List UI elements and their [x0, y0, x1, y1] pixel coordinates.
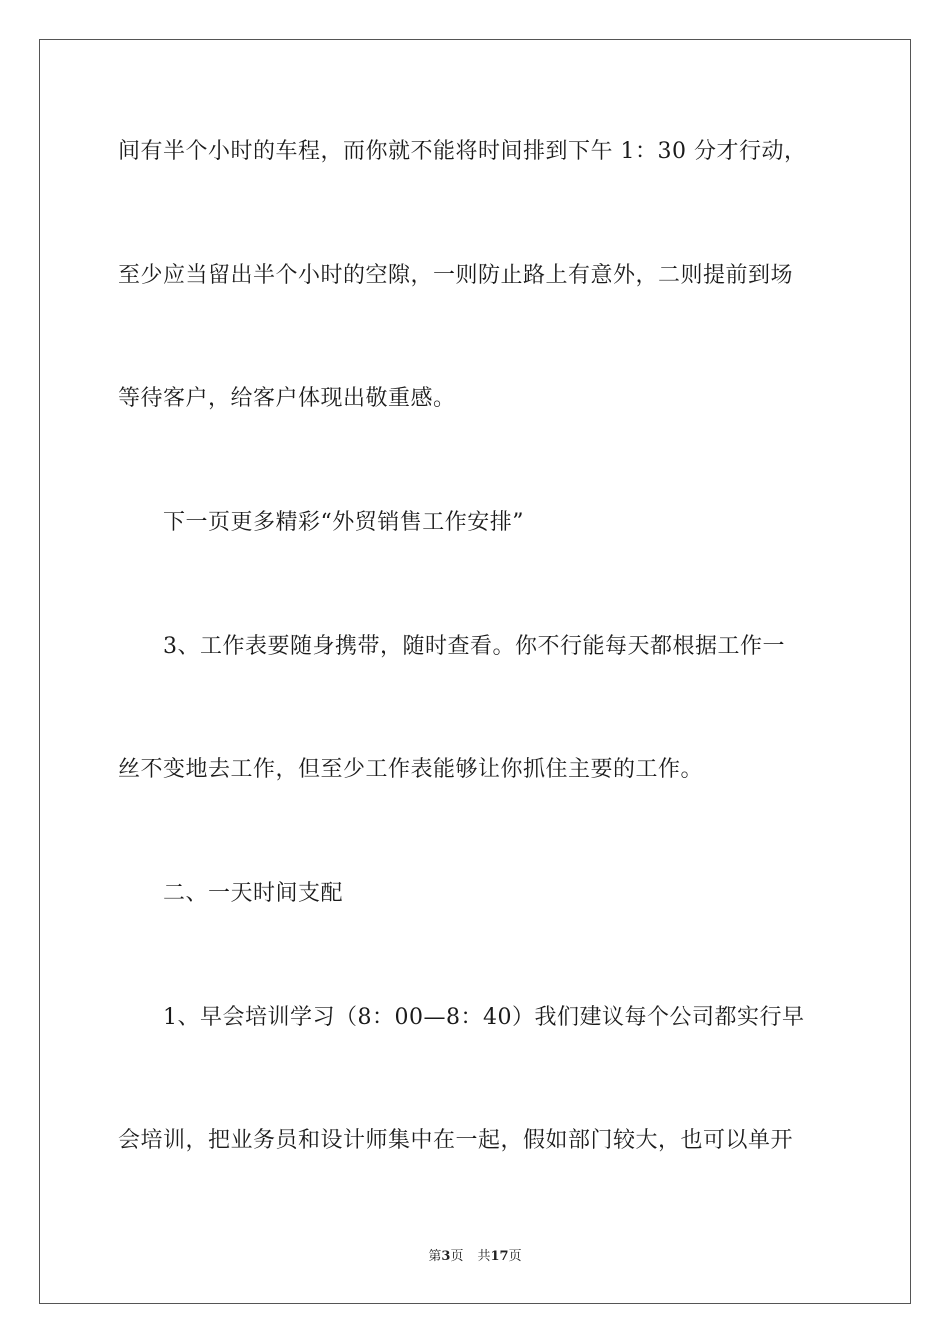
- body-line-6: 丝不变地去工作，但至少工作表能够让你抓住主要的工作。: [118, 757, 704, 782]
- page-number: 3: [441, 1249, 451, 1264]
- body-line-4: 下一页更多精彩“外贸销售工作安排”: [163, 510, 524, 535]
- body-line-5: 3、工作表要随身携带，随时查看。你不行能每天都根据工作一: [163, 634, 785, 659]
- page-prefix: 第: [428, 1249, 442, 1264]
- body-line-8: 1、早会培训学习（8：00—8：40）我们建议每个公司都实行早: [163, 1005, 805, 1030]
- body-line-9: 会培训，把业务员和设计师集中在一起，假如部门较大，也可以单开: [118, 1128, 794, 1153]
- total-suffix: 页: [508, 1249, 522, 1264]
- page-footer: [0, 1248, 950, 1266]
- page-border: [39, 39, 911, 1304]
- section-heading: 二、一天时间支配: [163, 881, 344, 906]
- total-pages: 17: [490, 1249, 509, 1264]
- body-line-2: 至少应当留出半个小时的空隙，一则防止路上有意外，二则提前到场: [118, 263, 794, 288]
- total-prefix: 共: [477, 1249, 491, 1264]
- body-line-1: 间有半个小时的车程，而你就不能将时间排到下午 1：30 分才行动，: [118, 139, 807, 164]
- body-line-3: 等待客户，给客户体现出敬重感。: [118, 386, 456, 411]
- page-suffix: 页: [450, 1249, 464, 1264]
